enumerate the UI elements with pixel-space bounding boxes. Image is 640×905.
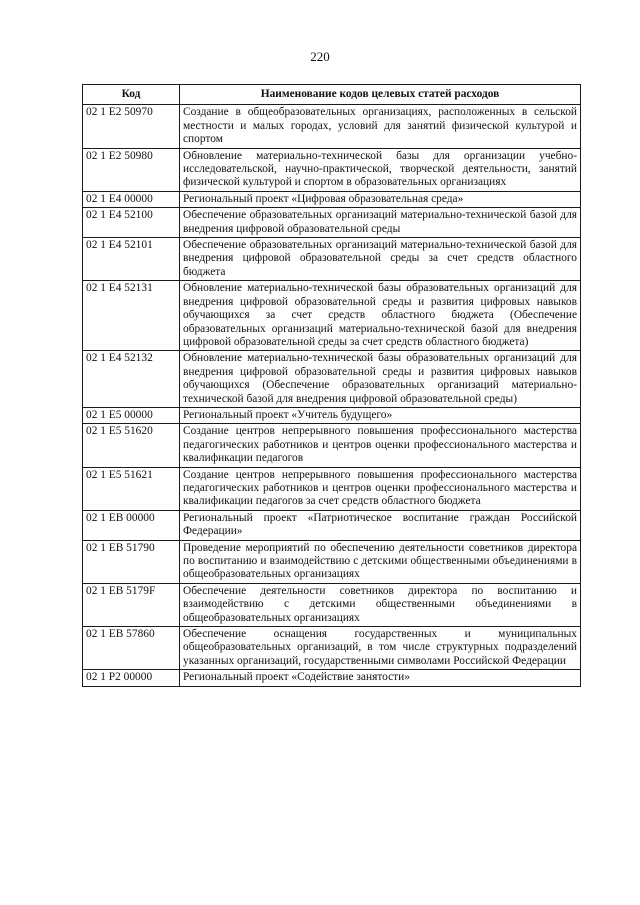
table-row xyxy=(83,351,581,408)
target-expense-codes-table xyxy=(82,84,581,687)
table-row xyxy=(83,510,581,540)
table-row xyxy=(83,670,581,686)
row-code: 02 1 E4 52101 xyxy=(83,238,180,281)
row-code: 02 1 E4 00000 xyxy=(83,191,180,207)
row-name: Региональный проект «Патриотическое воспитание граждан Российской Федерации» xyxy=(180,510,581,540)
table-row xyxy=(83,407,581,423)
table-row xyxy=(83,238,581,281)
table-row xyxy=(83,627,581,670)
row-name: Региональный проект «Цифровая образовательная среда» xyxy=(180,191,581,207)
row-code: 02 1 EB 57860 xyxy=(83,627,180,670)
row-code: 02 1 E2 50970 xyxy=(83,105,180,148)
table-row xyxy=(83,583,581,626)
table-row xyxy=(83,540,581,583)
table-header-row xyxy=(83,85,581,105)
row-name: Проведение мероприятий по обеспечению деятельности советников директора по воспитанию и взаимодействию с детскими общественными объединениями в общеобразовательных организациях xyxy=(180,540,581,583)
row-code: 02 1 EB 5179F xyxy=(83,583,180,626)
table-row xyxy=(83,148,581,191)
row-code: 02 1 E5 51620 xyxy=(83,424,180,467)
row-code: 02 1 E2 50980 xyxy=(83,148,180,191)
table-body xyxy=(83,105,581,686)
table-row xyxy=(83,191,581,207)
row-name: Обеспечение деятельности советников директора по воспитанию и взаимодействию с детскими общественными объединениями в общеобразовательных организациях xyxy=(180,583,581,626)
table-row xyxy=(83,105,581,148)
row-name: Региональный проект «Содействие занятости» xyxy=(180,670,581,686)
row-name: Обновление материально-технической базы для организации учебно-исследовательской, научно-практической, творческой деятельности, занятий физической культурой и спортом в образовательных организациях xyxy=(180,148,581,191)
row-code: 02 1 EB 51790 xyxy=(83,540,180,583)
row-code: 02 1 E4 52100 xyxy=(83,208,180,238)
row-code: 02 1 E4 52131 xyxy=(83,281,180,351)
row-code: 02 1 E5 51621 xyxy=(83,467,180,510)
table-row xyxy=(83,467,581,510)
page-number: 220 xyxy=(310,49,330,64)
row-name: Создание центров непрерывного повышения профессионального мастерства педагогических работников и центров оценки профессионального мастерства и квалификации педагогов за счет средств областного бюджета xyxy=(180,467,581,510)
row-name: Обновление материально-технической базы образовательных организаций для внедрения цифровой образовательной среды и развития цифровых навыков обучающихся за счет средств областного бюджета (Обеспечение образовательных организаций материально-технической базой для внедрения цифровой образовательной среды за счет средств областного бюджета) xyxy=(180,281,581,351)
row-code: 02 1 EB 00000 xyxy=(83,510,180,540)
header-code: Код xyxy=(83,85,180,105)
row-name: Создание центров непрерывного повышения профессионального мастерства педагогических работников и центров оценки профессионального мастерства и квалификации педагогов xyxy=(180,424,581,467)
row-name: Обеспечение оснащения государственных и муниципальных общеобразовательных организаций, в том числе структурных подразделений указанных организаций, государственными символами Российской Федерации xyxy=(180,627,581,670)
row-name: Обновление материально-технической базы образовательных организаций для внедрения цифровой образовательной среды и развития цифровых навыков обучающихся (Обеспечение образовательных организаций материально-технической базой для внедрения цифровой образовательной среды) xyxy=(180,351,581,408)
table-row xyxy=(83,281,581,351)
table-row xyxy=(83,424,581,467)
table-row xyxy=(83,208,581,238)
row-name: Обеспечение образовательных организаций материально-технической базой для внедрения цифровой образовательной среды xyxy=(180,208,581,238)
row-name: Региональный проект «Учитель будущего» xyxy=(180,407,581,423)
row-name: Обеспечение образовательных организаций материально-технической базой для внедрения цифровой образовательной среды за счет средств областного бюджета xyxy=(180,238,581,281)
row-code: 02 1 E5 00000 xyxy=(83,407,180,423)
row-code: 02 1 E4 52132 xyxy=(83,351,180,408)
row-code: 02 1 P2 00000 xyxy=(83,670,180,686)
header-name: Наименование кодов целевых статей расходов xyxy=(180,85,581,105)
row-name: Создание в общеобразовательных организациях, расположенных в сельской местности и малых городах, условий для занятий физической культурой и спортом xyxy=(180,105,581,148)
